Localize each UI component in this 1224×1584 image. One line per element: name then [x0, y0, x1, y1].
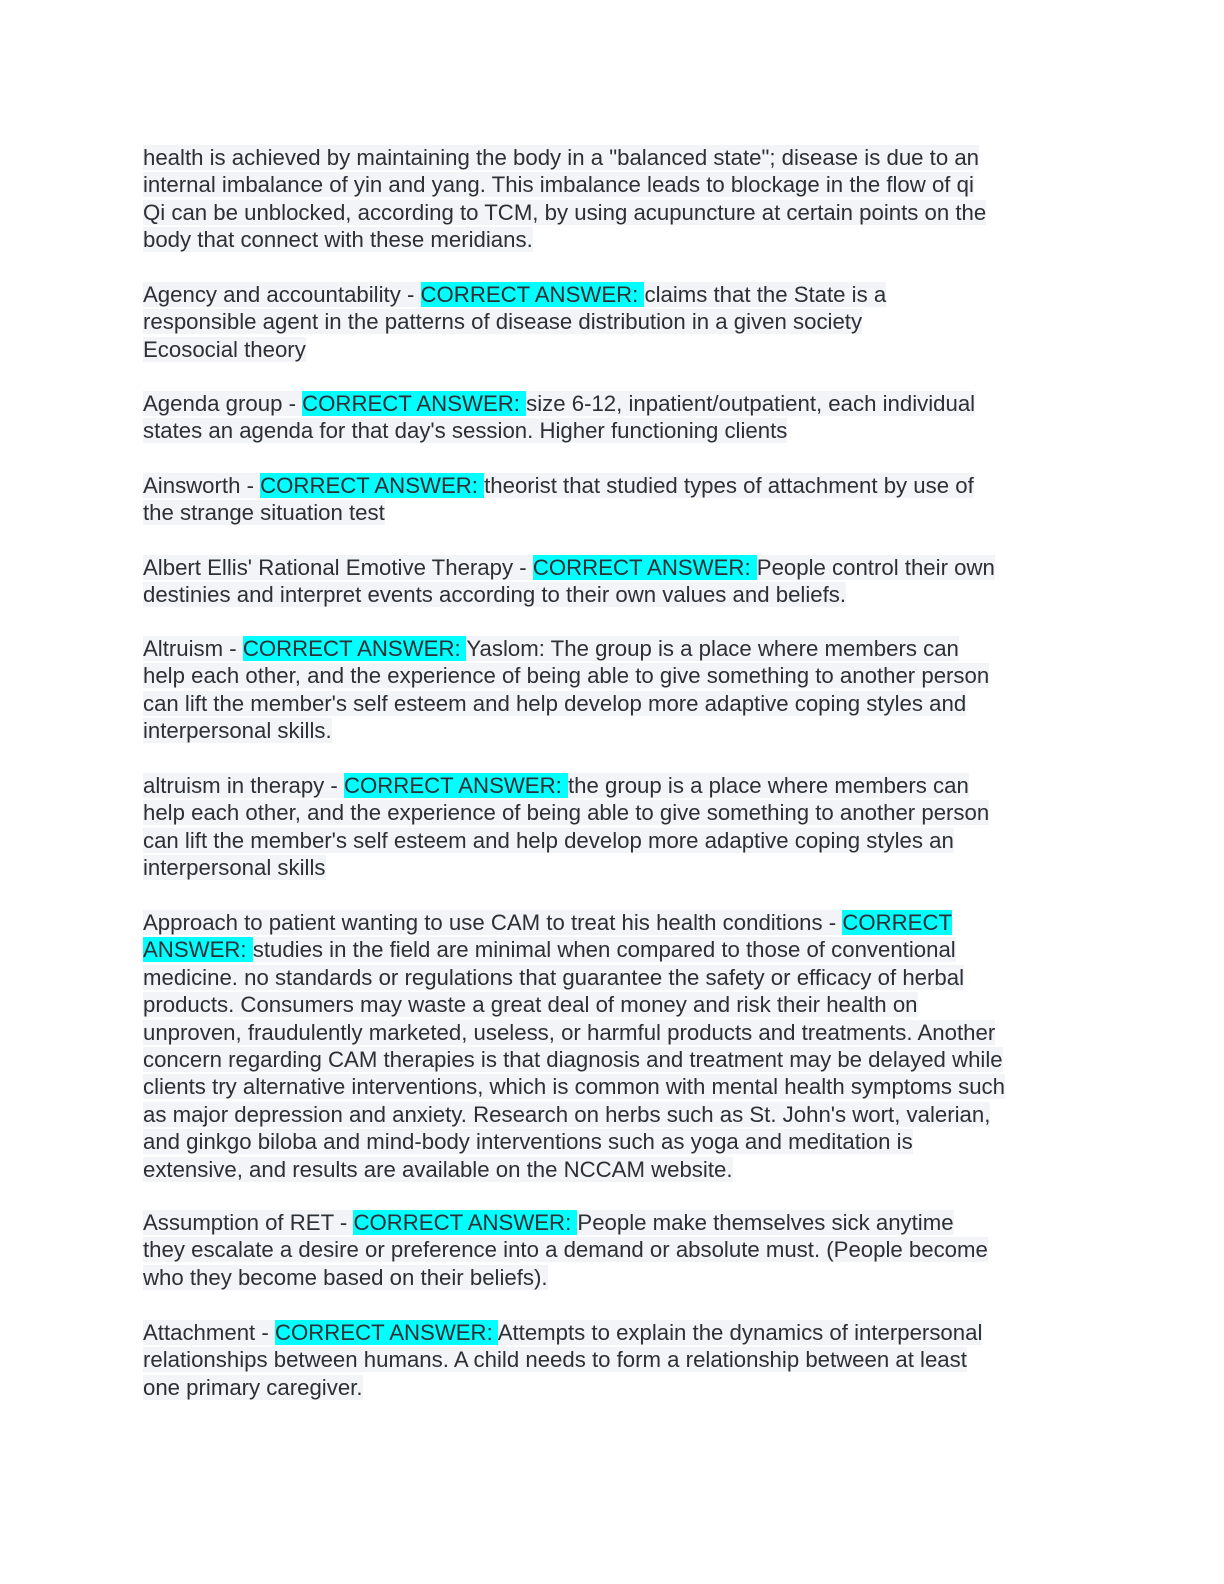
line-text: body that connect with these meridians.: [143, 227, 533, 253]
text-line: [143, 199, 1083, 226]
text-line: [143, 1346, 1083, 1373]
line-text: medicine. no standards or regulations that guarantee the safety or efficacy of herbal: [143, 964, 965, 990]
text-line: [143, 662, 1083, 689]
line-text: products. Consumers may waste a great deal of money and risk their health on: [143, 992, 918, 1018]
qa-entry: [143, 554, 1083, 609]
text-line: [143, 1046, 1083, 1073]
term-label: Agenda group -: [143, 391, 303, 416]
text-line: [143, 854, 1083, 881]
term-label: Assumption of RET -: [143, 1210, 354, 1235]
line-text: as major depression and anxiety. Research on herbs such as St. John's wort, valerian,: [143, 1101, 991, 1127]
answer-text: Yaslom: The group is a place where members can: [466, 636, 959, 661]
text-line: [143, 499, 1083, 526]
answer-text: theorist that studied types of attachment by use of: [484, 473, 974, 498]
answer-text: claims that the State is a: [644, 282, 887, 307]
text-line: [143, 827, 1083, 854]
text-line: [143, 1209, 1083, 1236]
answer-text: Attempts to explain the dynamics of interpersonal: [497, 1320, 983, 1345]
line-text: Ecosocial theory: [143, 336, 306, 362]
line-text: who they become based on their beliefs).: [143, 1264, 548, 1290]
term-label: Ainsworth -: [143, 473, 261, 498]
text-line: [143, 581, 1083, 608]
term-label: altruism in therapy -: [143, 773, 344, 798]
qa-entry: [143, 1319, 1083, 1401]
line-text: states an agenda for that day's session. Higher functioning clients: [143, 418, 788, 444]
line-text: Qi can be unblocked, according to TCM, by using acupuncture at certain points on the: [143, 199, 987, 225]
line-text: and ginkgo biloba and mind-body interventions such as yoga and meditation is: [143, 1129, 913, 1155]
line-text: concern regarding CAM therapies is that diagnosis and treatment may be delayed while: [143, 1046, 1003, 1072]
line-text: help each other, and the experience of being able to give something to another person: [143, 800, 990, 826]
text-line: [143, 336, 1083, 363]
line-text: relationships between humans. A child needs to form a relationship between at least: [143, 1347, 967, 1373]
term-label: Attachment -: [143, 1320, 275, 1345]
text-line: [143, 1156, 1083, 1183]
answer-text: People control their own: [756, 555, 995, 580]
line-text: can lift the member's self esteem and help develop more adaptive coping styles an: [143, 827, 954, 853]
text-line: [143, 1319, 1083, 1346]
line-text: interpersonal skills: [143, 855, 326, 881]
qa-entry: [143, 281, 1083, 363]
text-line: [143, 171, 1083, 198]
text-line: [143, 1264, 1083, 1291]
qa-entry: [143, 635, 1083, 745]
answer-text: People make themselves sick anytime: [577, 1210, 954, 1235]
text-line: [143, 308, 1083, 335]
correct-answer-highlight: CORRECT ANSWER:: [302, 391, 527, 416]
line-text: unproven, fraudulently marketed, useless, or harmful products and treatments. Another: [143, 1019, 996, 1045]
correct-answer-highlight: CORRECT ANSWER:: [242, 636, 467, 661]
text-line: [143, 717, 1083, 744]
line-text: interpersonal skills.: [143, 718, 332, 744]
text-line: [143, 690, 1083, 717]
line-text: destinies and interpret events according to their own values and beliefs.: [143, 582, 847, 608]
text-line: [143, 417, 1083, 444]
line-text: help each other, and the experience of being able to give something to another person: [143, 663, 990, 689]
line-text: they escalate a desire or preference into a demand or absolute must. (People become: [143, 1237, 988, 1263]
text-line: [143, 1128, 1083, 1155]
text-line: [143, 1236, 1083, 1263]
line-text: the strange situation test: [143, 500, 385, 526]
text-line: [143, 1019, 1083, 1046]
text-line: [143, 964, 1083, 991]
correct-answer-highlight: CORRECT ANSWER:: [260, 473, 485, 498]
correct-answer-highlight: CORRECT ANSWER:: [420, 282, 645, 307]
text-line: [143, 909, 1083, 936]
line-text: can lift the member's self esteem and help develop more adaptive coping styles and: [143, 690, 967, 716]
term-label: Agency and accountability -: [143, 282, 421, 307]
text-line: [143, 799, 1083, 826]
text-line: [143, 991, 1083, 1018]
qa-entry: [143, 390, 1083, 445]
line-text: health is achieved by maintaining the body in a "balanced state"; disease is due to an: [143, 145, 980, 170]
correct-answer-highlight: CORRECT ANSWER:: [532, 555, 757, 580]
qa-entry: [143, 472, 1083, 527]
line-text: responsible agent in the patterns of disease distribution in a given society: [143, 309, 863, 335]
paragraph-continuation: [143, 144, 1083, 254]
qa-entry: [143, 772, 1083, 882]
correct-answer-highlight: CORRECT ANSWER:: [353, 1210, 578, 1235]
text-line: [143, 144, 1083, 171]
term-label: Altruism -: [143, 636, 243, 661]
text-line: [143, 1101, 1083, 1128]
text-line: [143, 936, 1083, 963]
text-line: [143, 226, 1083, 253]
line-text: one primary caregiver.: [143, 1374, 363, 1400]
correct-answer-highlight: ANSWER:: [143, 937, 253, 963]
qa-entry: [143, 909, 1083, 1183]
line-text: clients try alternative interventions, which is common with mental health symptoms such: [143, 1074, 1005, 1100]
line-text: internal imbalance of yin and yang. This imbalance leads to blockage in the flow of qi: [143, 172, 974, 198]
answer-text: studies in the field are minimal when compared to those of conventional: [252, 937, 956, 963]
answer-text: the group is a place where members can: [567, 773, 969, 798]
correct-answer-highlight: CORRECT: [842, 910, 953, 935]
text-line: [143, 281, 1083, 308]
text-line: [143, 472, 1083, 499]
answer-text: size 6-12, inpatient/outpatient, each individual: [526, 391, 976, 416]
text-line: [143, 390, 1083, 417]
text-line: [143, 554, 1083, 581]
text-line: [143, 772, 1083, 799]
term-label: Albert Ellis' Rational Emotive Therapy -: [143, 555, 533, 580]
correct-answer-highlight: CORRECT ANSWER:: [274, 1320, 498, 1345]
text-line: [143, 1374, 1083, 1401]
line-text: extensive, and results are available on the NCCAM website.: [143, 1156, 733, 1182]
term-label: Approach to patient wanting to use CAM to treat his health conditions -: [143, 910, 843, 935]
text-line: [143, 1073, 1083, 1100]
text-line: [143, 635, 1083, 662]
correct-answer-highlight: CORRECT ANSWER:: [344, 773, 568, 798]
qa-entry: [143, 1209, 1083, 1291]
